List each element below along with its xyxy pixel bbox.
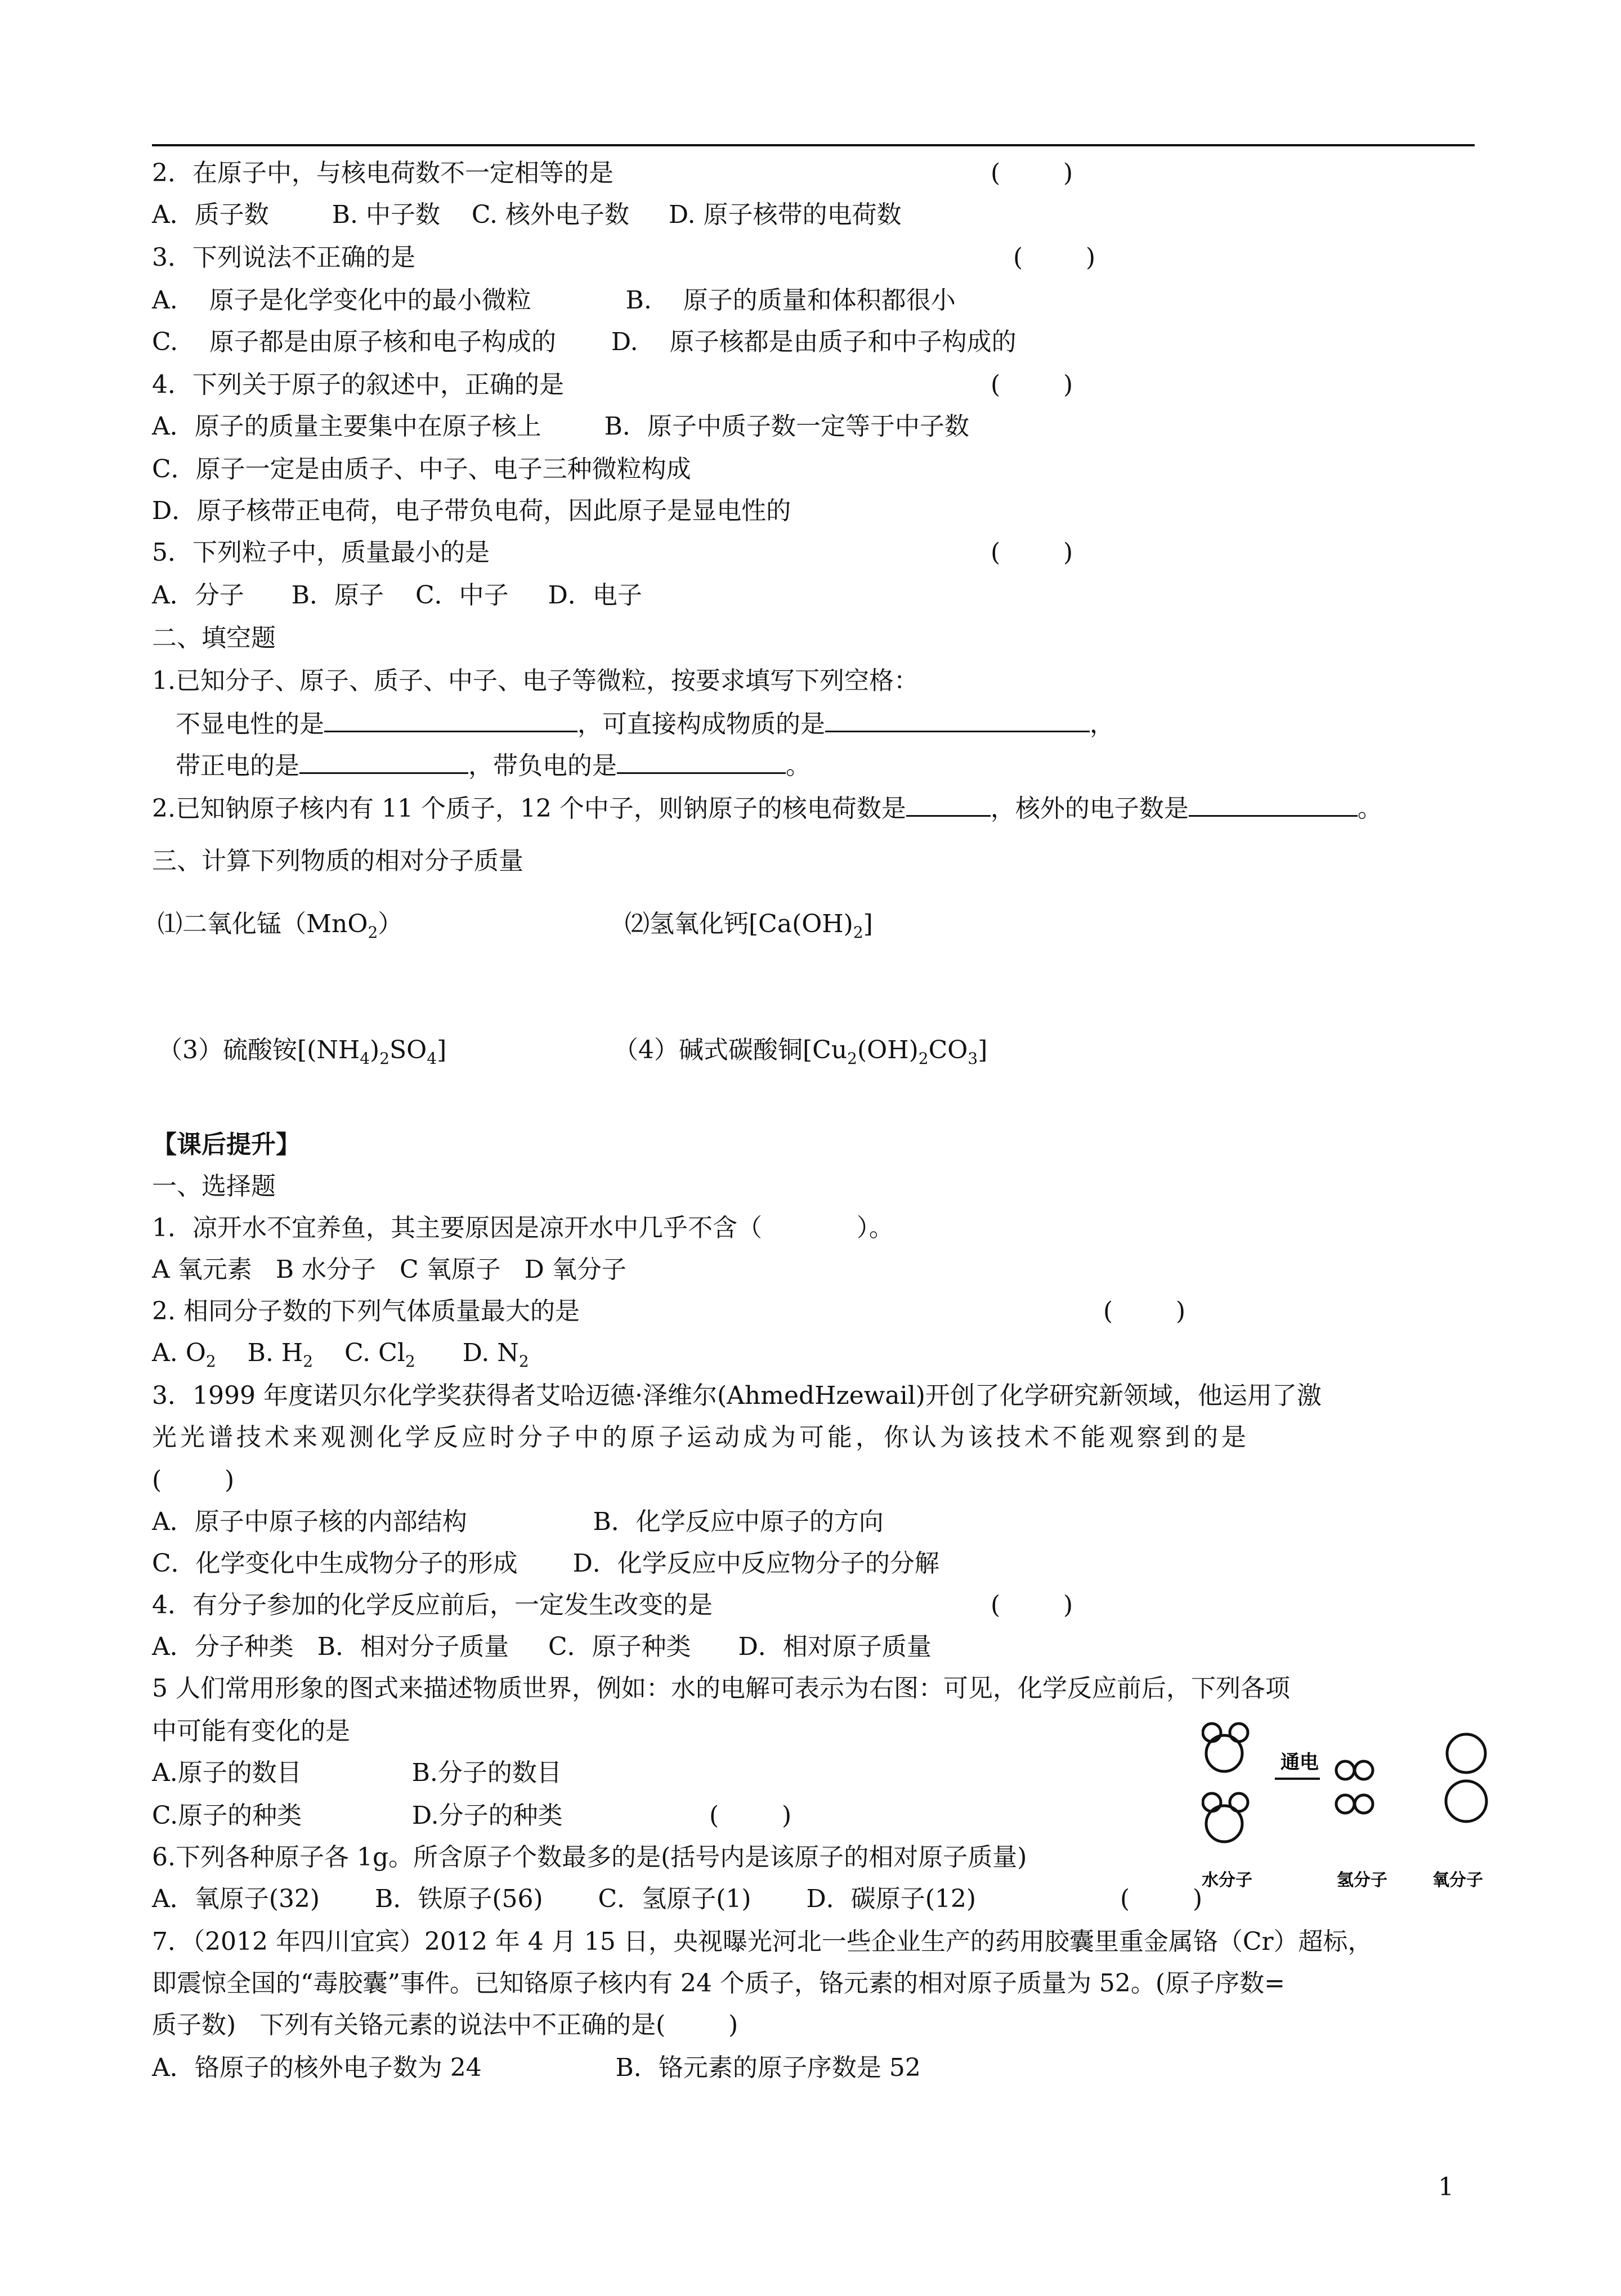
after-q3-options-ab: A．原子中原子核的内部结构 B．化学反应中原子的方向 (152, 1507, 884, 1536)
after-q7-line3: 质子数) 下列有关铬元素的说法中不正确的是( ) (152, 2011, 738, 2039)
q2-stem: 2．在原子中，与核电荷数不一定相等的是 (152, 159, 614, 187)
text: ] (978, 1036, 988, 1064)
q2-options: A．质子数 B. 中子数 C. 核外电子数 D. 原子核带的电荷数 (152, 200, 902, 229)
answer-blank[interactable] (825, 706, 1090, 732)
after-q5-options-ab: A.原子的数目 B.分子的数目 (152, 1758, 562, 1787)
calc-item-1 (158, 907, 402, 941)
fill-q2-text-c: 。 (1357, 794, 1382, 823)
answer-blank[interactable] (324, 706, 577, 732)
q3-options-cd: C. 原子都是由原子核和电子构成的 D. 原子核都是由质子和中子构成的 (152, 328, 1017, 356)
oxygen-molecule-atom (1447, 1734, 1485, 1773)
after-q2-answer-paren: ( ) (1103, 1297, 1186, 1326)
subscript: 2 (853, 923, 863, 942)
text: B. H (216, 1339, 303, 1367)
hydrogen-molecule-atom (1336, 1795, 1354, 1813)
text: C. Cl (313, 1339, 405, 1367)
q3-stem: 3．下列说法不正确的是 (152, 243, 415, 272)
subscript: 4 (360, 1049, 370, 1068)
subscript: 2 (847, 1049, 857, 1068)
fill-q1-line1 (152, 706, 1114, 741)
q4-stem: 4．下列关于原子的叙述中，正确的是 (152, 370, 564, 399)
fill-q1-text-b: ，可直接构成物质的是 (577, 710, 825, 739)
q3-answer-paren: ( ) (1013, 243, 1096, 272)
calc-item-2 (625, 907, 873, 941)
water-molecule-hydrogen-atom (1230, 1724, 1248, 1742)
after-class-heading: 【课后提升】 (152, 1130, 301, 1159)
section3-title: 三、计算下列物质的相对分子质量 (152, 847, 523, 875)
after-q1-options: A 氧元素 B 水分子 C 氧原子 D 氧分子 (152, 1255, 626, 1284)
after-q3-line3: ( ) (152, 1466, 235, 1494)
calc-item-2-label: ⑵氢氧化钙[Ca(OH) (625, 910, 853, 938)
fill-q2-text-a: 2.已知钠原子核内有 11 个质子，12 个中子，则钠原子的核电荷数是 (152, 794, 906, 823)
q5-stem: 5．下列粒子中，质量最小的是 (152, 538, 490, 567)
subscript: 2 (918, 1049, 929, 1068)
text: ] (437, 1036, 447, 1064)
q4-option-d: D．原子核带正电荷，电子带负电荷，因此原子是显电性的 (152, 496, 791, 525)
fill-q2-text-b: ，核外的电子数是 (990, 794, 1189, 823)
answer-blank[interactable] (906, 790, 991, 817)
label-oxygen-molecule: 氧分子 (1432, 1870, 1483, 1890)
label-water-molecule: 水分子 (1202, 1870, 1252, 1890)
header-rule (152, 144, 1475, 146)
q3-options-ab: A. 原子是化学变化中的最小微粒 B. 原子的质量和体积都很小 (152, 286, 956, 315)
text: CO (928, 1036, 968, 1064)
q4-answer-paren: ( ) (991, 370, 1073, 399)
answer-blank[interactable] (617, 748, 786, 774)
after-q3-line2: 光光谱技术来观测化学反应时分子中的原子运动成为可能，你认为该技术不能观察到的是 (152, 1423, 1250, 1452)
subscript: 2 (368, 923, 378, 942)
text: SO (389, 1036, 427, 1064)
after-q7-line2: 即震惊全国的“毒胶囊”事件。已知铬原子核内有 24 个质子，铬元素的相对原子质量为 52。(原子序数= (152, 1969, 1285, 1998)
after-q6-options: A．氧原子(32) B．铁原子(56) C．氢原子(1) D．碳原子(12) (152, 1885, 977, 1913)
text: （4）碱式碳酸铜[Cu (614, 1036, 848, 1064)
after-q3-options-cd: C．化学变化中生成物分子的形成 D．化学反应中反应物分子的分解 (152, 1549, 939, 1578)
hydrogen-molecule-atom (1355, 1795, 1373, 1813)
calc-item-1-label: ⑴二氧化锰（MnO (158, 910, 368, 938)
label-hydrogen-molecule: 氢分子 (1337, 1870, 1387, 1890)
calc-item-2-tail: ] (863, 910, 873, 938)
after-q7-options-ab: A．铬原子的核外电子数为 24 B．铬元素的原子序数是 52 (152, 2053, 921, 2082)
fill-q1-line2 (152, 748, 811, 783)
subscript: 2 (205, 1351, 216, 1371)
after-sub-heading: 一、选择题 (152, 1172, 276, 1201)
water-molecule-hydrogen-atom (1203, 1793, 1221, 1811)
water-electrolysis-figure (1202, 1706, 1517, 1897)
subscript: 3 (968, 1049, 978, 1068)
after-q6-answer-paren: ( ) (1120, 1885, 1203, 1913)
after-q4-stem: 4．有分子参加的化学反应前后，一定发生改变的是 (152, 1591, 713, 1619)
after-q5-options-cd: C.原子的种类 D.分子的种类 (152, 1801, 563, 1830)
after-q6-stem: 6.下列各种原子各 1g。所含原子个数最多的是(括号内是该原子的相对原子质量) (152, 1843, 1027, 1872)
calc-item-4 (614, 1033, 987, 1067)
fill-q1-text-d: 带正电的是 (152, 751, 299, 780)
subscript: 4 (427, 1049, 437, 1068)
after-q2-options (152, 1336, 529, 1370)
calc-item-1-tail: ） (378, 910, 403, 938)
hydrogen-molecule-atom (1355, 1761, 1373, 1779)
fill-q1-text-c: ， (1089, 710, 1114, 739)
after-q5-line1: 5 人们常用形象的图式来描述物质世界，例如：水的电解可表示为右图：可见，化学反应前后，下列各项 (152, 1674, 1290, 1703)
after-q3-line1: 3．1999 年度诺贝尔化学奖获得者艾哈迈德·泽维尔(AhmedHzewail)开创了化学研究新领域，他运用了激 (152, 1381, 1322, 1410)
subscript: 2 (379, 1049, 390, 1068)
text: （3）硫酸铵[(NH (158, 1036, 360, 1064)
text: (OH) (857, 1036, 919, 1064)
subscript: 2 (518, 1351, 529, 1371)
after-q5-line2: 中可能有变化的是 (152, 1717, 350, 1746)
text: D. N (415, 1339, 519, 1367)
fill-q1-text-a: 不显电性的是 (152, 710, 324, 739)
subscript: 2 (405, 1351, 415, 1371)
answer-blank[interactable] (299, 748, 468, 774)
q4-option-c: C．原子一定是由质子、中子、电子三种微粒构成 (152, 455, 691, 484)
page-number: 1 (1438, 2173, 1454, 2201)
after-q5-answer-paren: ( ) (709, 1801, 792, 1830)
fill-q1-text-e: ，带负电的是 (468, 751, 617, 780)
after-q4-options: A．分子种类 B．相对分子质量 C．原子种类 D．相对原子质量 (152, 1632, 932, 1661)
fill-q2-line (152, 790, 1382, 826)
after-q4-answer-paren: ( ) (991, 1591, 1073, 1619)
text: ) (370, 1036, 380, 1064)
after-q1-stem: 1．凉开水不宜养鱼，其主要原因是凉开水中几乎不含（ ）。 (152, 1214, 894, 1242)
q2-answer-paren: ( ) (991, 159, 1073, 187)
arrow-label: 通电 (1280, 1751, 1319, 1774)
q5-options: A．分子 B．原子 C．中子 D．电子 (152, 581, 642, 610)
q4-options-ab: A．原子的质量主要集中在原子核上 B．原子中质子数一定等于中子数 (152, 412, 969, 441)
subscript: 2 (303, 1351, 314, 1371)
hydrogen-molecule-atom (1336, 1761, 1354, 1779)
after-q2-stem: 2. 相同分子数的下列气体质量最大的是 (152, 1297, 580, 1326)
fill-q1-stem: 1.已知分子、原子、质子、中子、电子等微粒，按要求填写下列空格： (152, 666, 919, 695)
answer-blank[interactable] (1189, 790, 1358, 817)
calc-item-3 (158, 1033, 446, 1067)
water-molecule-hydrogen-atom (1230, 1793, 1248, 1811)
text: A. O (152, 1339, 206, 1367)
after-q7-line1: 7．（2012 年四川宜宾）2012 年 4 月 15 日，央视曝光河北一些企业生产的药用胶囊里重金属铬（Cr）超标， (152, 1927, 1373, 1956)
oxygen-molecule-atom (1446, 1781, 1486, 1821)
section2-title: 二、填空题 (152, 624, 276, 652)
fill-q1-text-f: 。 (785, 751, 811, 780)
q5-answer-paren: ( ) (991, 538, 1073, 567)
